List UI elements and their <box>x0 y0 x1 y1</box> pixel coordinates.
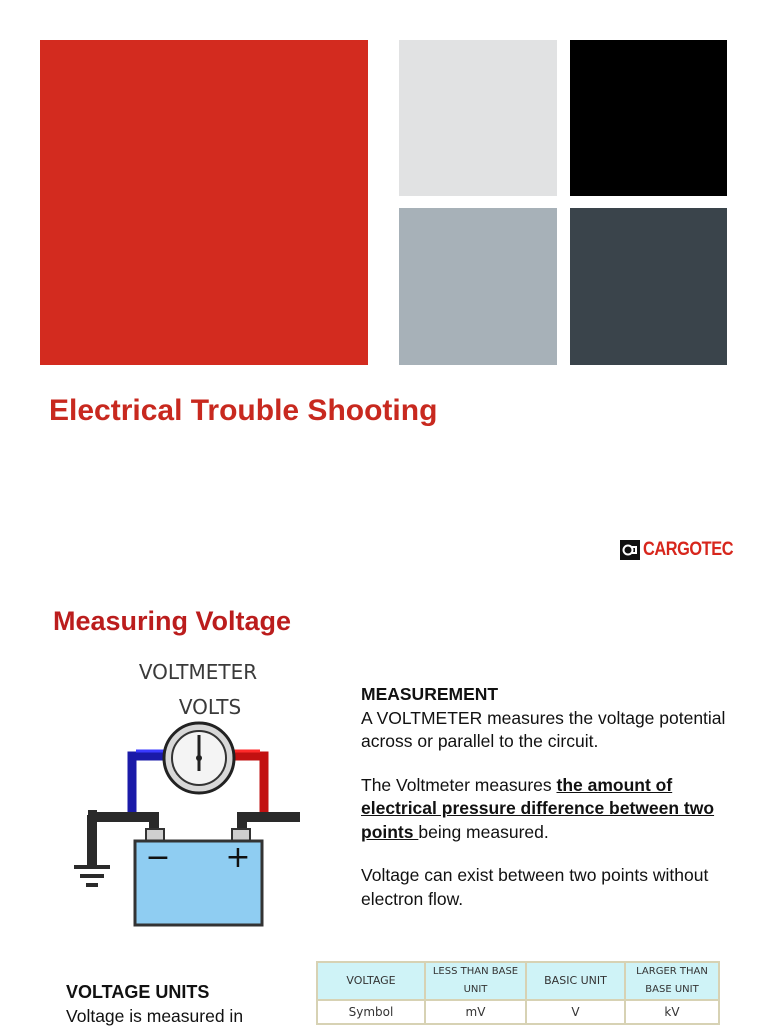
table-header-cell: LESS THAN BASE UNIT <box>426 963 525 999</box>
voltage-units-heading: VOLTAGE UNITS <box>66 982 210 1002</box>
voltage-units-text: Voltage is measured in <box>66 1006 244 1026</box>
color-tile-light-grey <box>399 40 557 196</box>
ground-wire <box>88 815 92 865</box>
battery-plus-sign: + <box>225 840 251 875</box>
battery-minus-sign: − <box>145 840 171 875</box>
paragraph-voltmeter-definition: A VOLTMETER measures the voltage potential across or parallel to the circuit. <box>361 707 726 751</box>
table-row <box>318 1001 718 1023</box>
cargotec-logo <box>620 538 748 562</box>
table-header-cell: BASIC UNIT <box>527 963 624 999</box>
table-cell: kV <box>626 1001 718 1023</box>
paragraph-no-electron-flow: Voltage can exist between two points without electron flow. <box>361 865 709 909</box>
table-header-row <box>318 963 718 999</box>
color-tile-grey <box>399 208 557 365</box>
table-cell: mV <box>426 1001 525 1023</box>
diagram-label-volts: VOLTS <box>178 695 242 719</box>
table-header-cell: VOLTAGE <box>318 963 424 999</box>
color-tile-red <box>40 40 368 365</box>
cargotec-logo-text: CARGOTEC <box>643 539 734 560</box>
paragraph-pressure-difference <box>361 774 741 845</box>
positive-lead-wire <box>231 756 264 812</box>
emphasis-pressure-difference: the amount of electrical pressure difference between two points <box>361 774 715 842</box>
cargotec-mark-icon <box>620 540 640 560</box>
voltmeter-diagram <box>66 655 316 930</box>
slide-title: Measuring Voltage <box>53 606 292 636</box>
paragraph-tail: being measured. <box>418 821 549 842</box>
table-cell: Symbol <box>318 1001 424 1023</box>
voltage-units-table <box>316 961 720 1025</box>
measurement-heading: MEASUREMENT <box>361 684 499 704</box>
negative-lead-wire <box>132 756 166 812</box>
cover-title: Electrical Trouble Shooting <box>49 394 438 427</box>
table-cell: V <box>527 1001 624 1023</box>
table-header-cell: LARGER THAN BASE UNIT <box>626 963 718 999</box>
color-tile-black <box>570 40 727 196</box>
measurement-text-block <box>361 683 741 911</box>
diagram-label-voltmeter: VOLTMETER <box>138 660 258 684</box>
paragraph-lead: The Voltmeter measures <box>361 774 557 795</box>
color-tile-dark-slate <box>570 208 727 365</box>
